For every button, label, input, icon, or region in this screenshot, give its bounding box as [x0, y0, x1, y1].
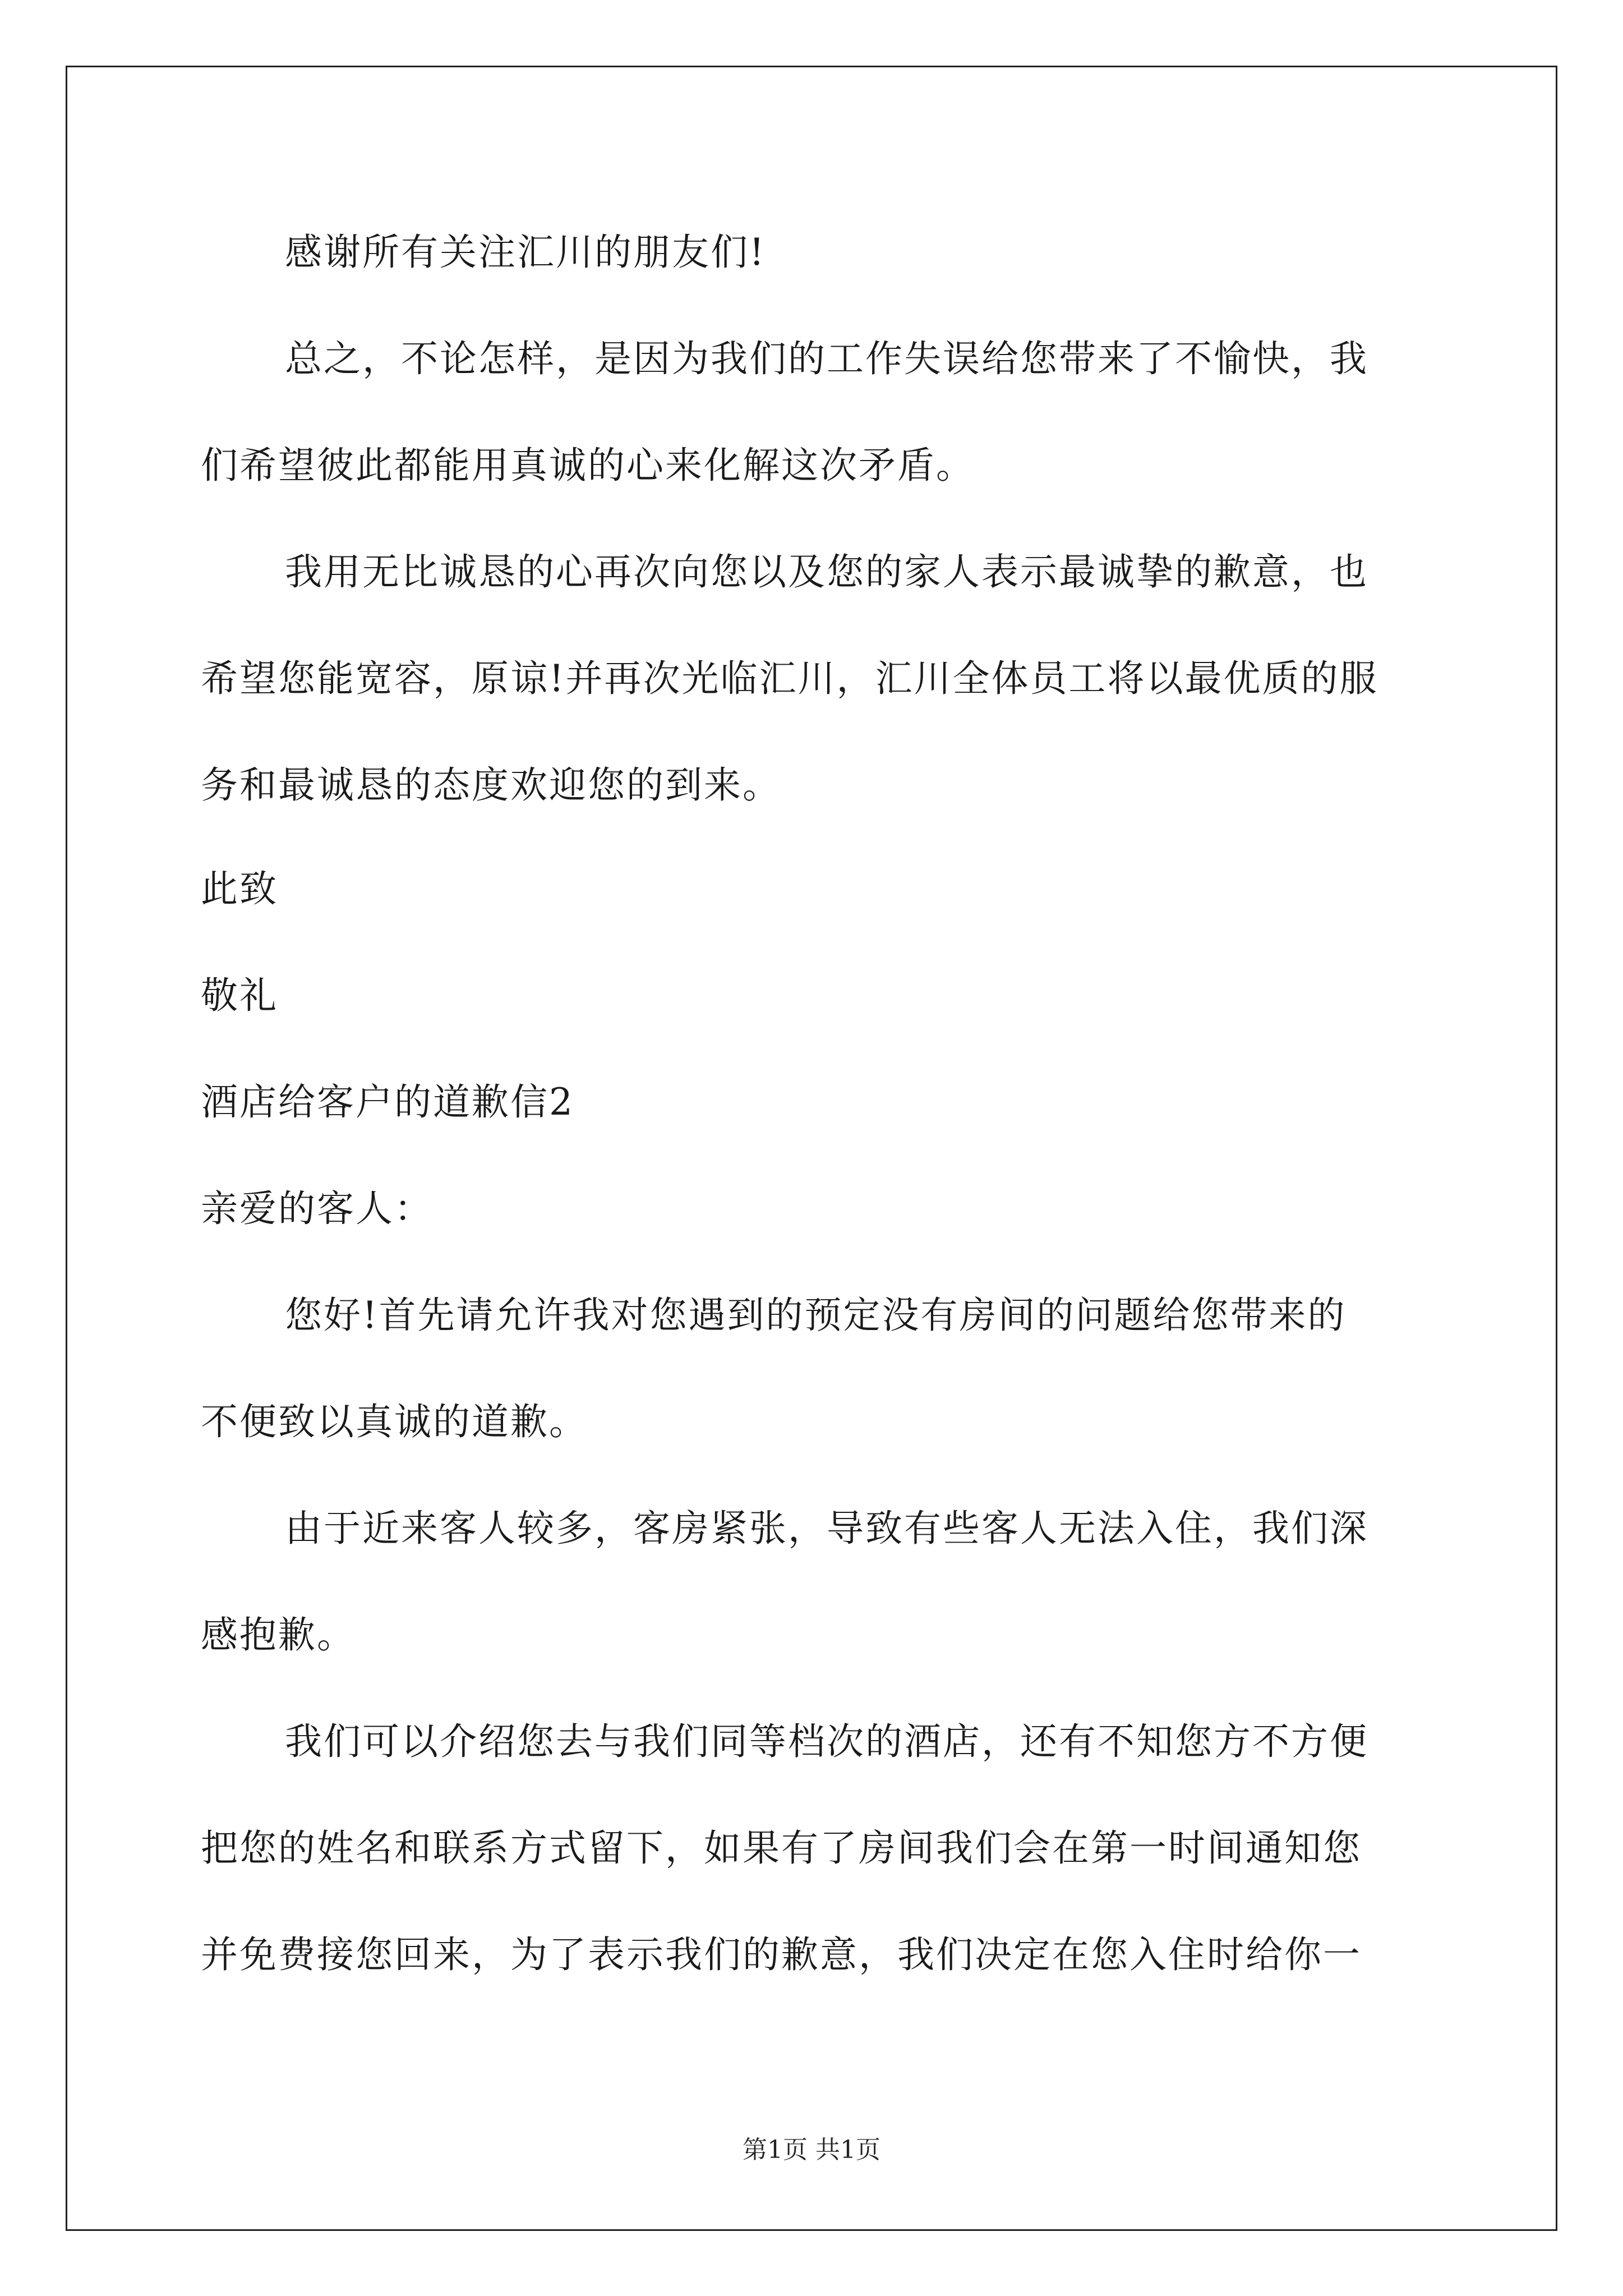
paragraph-line: 我用无比诚恳的心再次向您以及您的家人表示最诚挚的歉意，也 [285, 550, 1368, 593]
paragraph-line: 我们可以介绍您去与我们同等档次的酒店，还有不知您方不方便 [285, 1720, 1368, 1763]
closing-line: 此致 [201, 867, 278, 910]
paragraph-line: 不便致以真诚的道歉。 [201, 1400, 588, 1443]
paragraph-line: 感抱歉。 [201, 1613, 356, 1657]
salutation: 亲爱的客人： [201, 1187, 433, 1230]
paragraph-line: 务和最诚恳的态度欢迎您的到来。 [201, 763, 781, 807]
paragraph-line: 并免费接您回来，为了表示我们的歉意，我们决定在您入住时给你一 [201, 1933, 1362, 1976]
paragraph-line: 把您的姓名和联系方式留下，如果有了房间我们会在第一时间通知您 [201, 1826, 1362, 1870]
paragraph-line: 由于近来客人较多，客房紧张，导致有些客人无法入住，我们深 [285, 1507, 1368, 1550]
paragraph-line: 您好!首先请允许我对您遇到的预定没有房间的问题给您带来的 [285, 1294, 1347, 1337]
closing-line: 敬礼 [201, 974, 278, 1017]
page-border [66, 66, 1557, 2231]
paragraph-line: 感谢所有关注汇川的朋友们! [285, 231, 766, 274]
paragraph-line: 希望您能宽容，原谅!并再次光临汇川，汇川全体员工将以最优质的服 [201, 657, 1378, 700]
paragraph-line: 们希望彼此都能用真诚的心来化解这次矛盾。 [201, 444, 975, 487]
page-number: 第1页 共1页 [743, 2136, 880, 2164]
letter-title: 酒店给客户的道歉信2 [201, 1080, 574, 1124]
paragraph-line: 总之，不论怎样，是因为我们的工作失误给您带来了不愉快，我 [285, 337, 1368, 380]
